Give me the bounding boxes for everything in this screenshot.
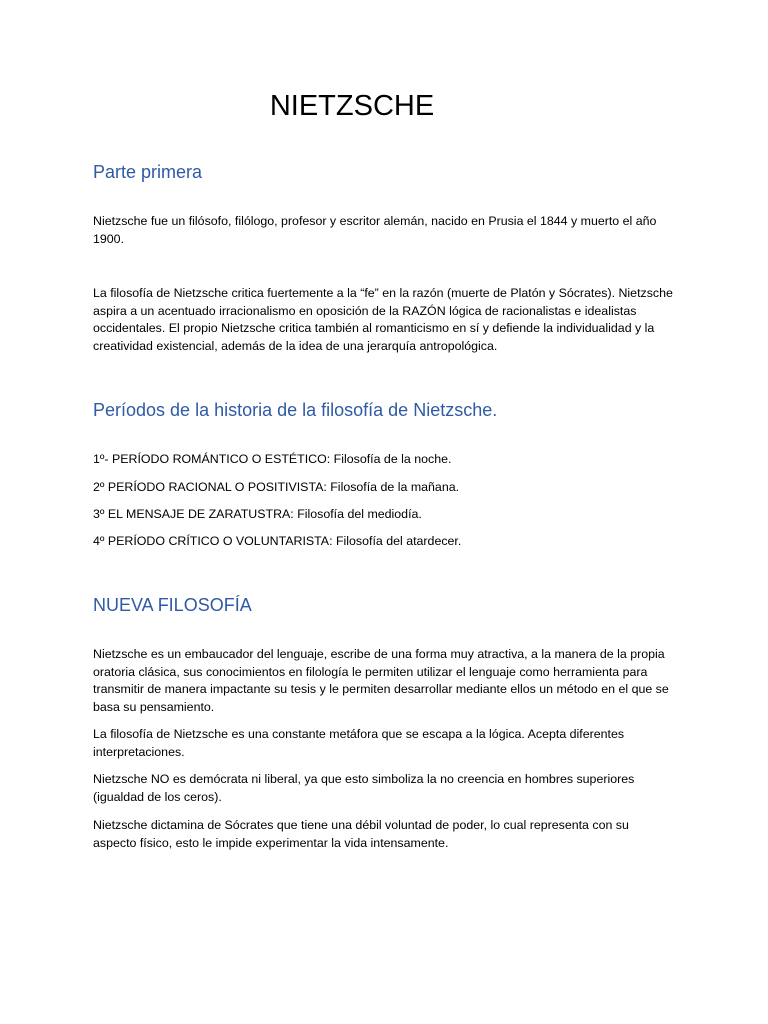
paragraph-nueva-2: La filosofía de Nietzsche es una constante metáfora que se escapa a la lógica. Acepta diferentes interpretaciones. [93,727,625,759]
period-list-item: 2º PERÍODO RACIONAL O POSITIVISTA: Filosofía de la mañana. [93,480,460,494]
period-list-item: 1º- PERÍODO ROMÁNTICO O ESTÉTICO: Filosofía de la noche. [93,452,452,466]
section-heading-nueva-filosofia: NUEVA FILOSOFÍA [93,595,252,615]
paragraph-nueva-3: Nietzsche NO es demócrata ni liberal, ya que esto simboliza la no creencia en hombres superiores (igualdad de los ceros). [93,772,635,804]
period-list-item: 4º PERÍODO CRÍTICO O VOLUNTARISTA: Filosofía del atardecer. [93,534,462,548]
period-list-item: 3º EL MENSAJE DE ZARATUSTRA: Filosofía del mediodía. [93,507,422,521]
paragraph-intro: Nietzsche fue un filósofo, filólogo, profesor y escritor alemán, nacido en Prusia el 1844 y muerto el año 1900. [93,214,657,246]
section-heading-parte-primera: Parte primera [93,162,203,182]
paragraph-critique: La filosofía de Nietzsche critica fuertemente a la “fe” en la razón (muerte de Platón y Sócrates). Nietzsche aspira a un acentuado irracionalismo en oposición de la RAZÓN lógica de racionalistas e idealistas occidentales. El propio Nietzsche critica también al romanticismo en sí y defiende la individualidad y la creatividad existencial, además de la idea de una jerarquía antropológica. [93,286,673,353]
document-title: NIETZSCHE [269,90,435,122]
section-heading-periodos: Períodos de la historia de la filosofía de Nietzsche. [93,400,498,420]
paragraph-nueva-4: Nietzsche dictamina de Sócrates que tiene una débil voluntad de poder, lo cual representa con su aspecto físico, esto le impide experimentar la vida intensamente. [93,818,629,850]
paragraph-nueva-1: Nietzsche es un embaucador del lenguaje, escribe de una forma muy atractiva, a la manera de la propia oratoria clásica, sus conocimientos en filología le permiten utilizar el lenguaje como herramienta para transmitir de manera impactante su tesis y le permiten desarrollar mediante ellos un método en el que se basa su pensamiento. [93,647,669,714]
